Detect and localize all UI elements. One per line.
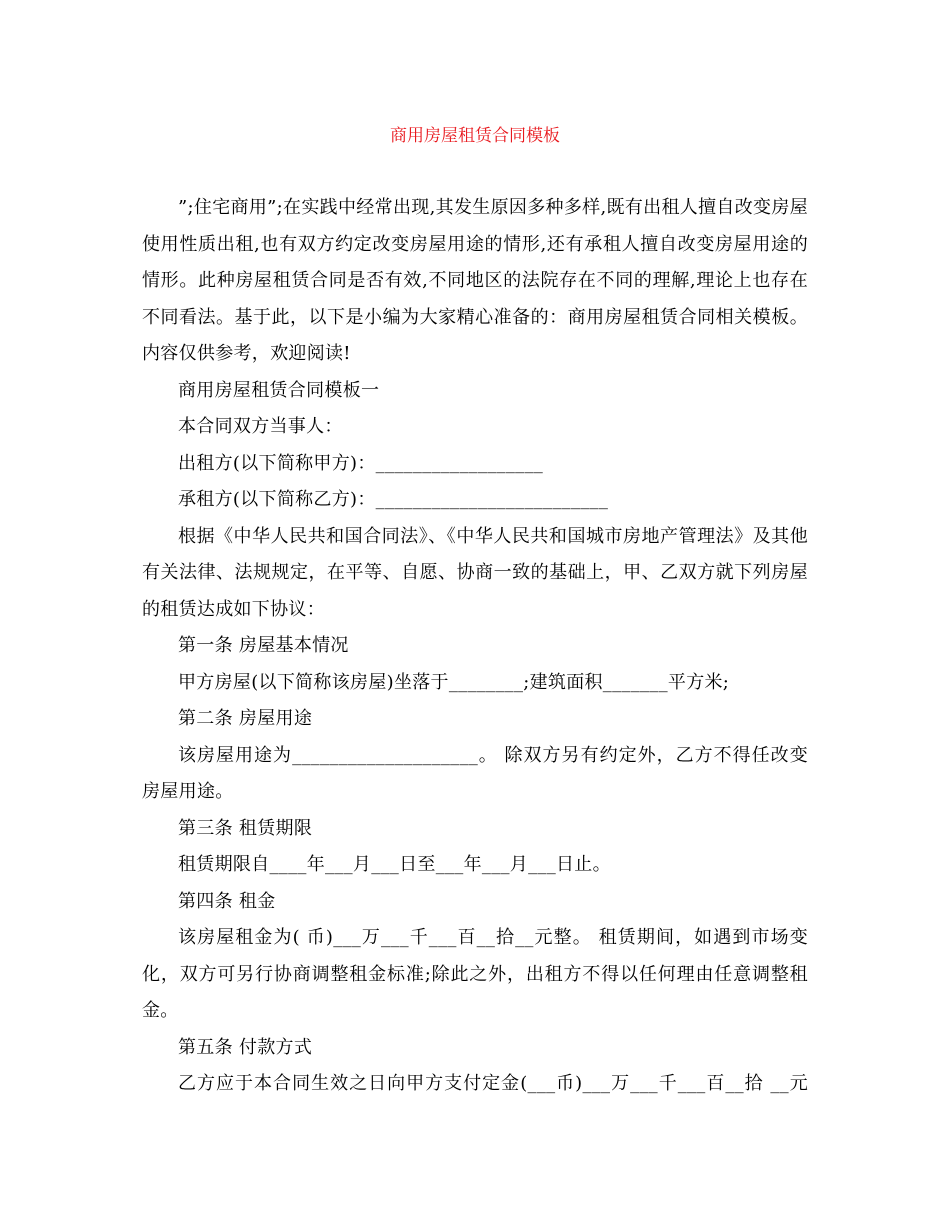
lessee-line: 承租方(以下简称乙方)：_________________________: [178, 489, 609, 510]
article-4-heading: 第四条 租金: [178, 890, 276, 912]
article-5-text: 乙方应于本合同生效之日向甲方支付定金(___币)___万___千___百__拾 __元: [178, 1073, 808, 1094]
article-1-text: 甲方房屋(以下简称该房屋)坐落于________;建筑面积_______平方米;: [178, 671, 730, 693]
template-heading: 商用房屋租赁合同模板一: [178, 379, 380, 401]
article-2-heading: 第二条 房屋用途: [178, 708, 313, 729]
article-4-text: 该房屋租金为( 币)___万___千___百__拾__元整。 租赁期间，如遇到市场变化，双方可另行协商调整租金标准;除此之外，出租方不得以任何理由任意调整租金。: [142, 927, 808, 1021]
article-2-text: 该房屋用途为____________________。 除双方另有约定外，乙方不得任改变房屋用途。: [142, 744, 808, 802]
document-title: 商用房屋租赁合同模板: [390, 126, 560, 146]
article-5-heading: 第五条 付款方式: [178, 1036, 313, 1058]
document-body: [142, 190, 808, 1103]
article-1-heading: 第一条 房屋基本情况: [178, 635, 349, 656]
article-3-text: 租赁期限自____年___月___日至___年___月___日止。: [178, 854, 611, 875]
intro-paragraph: ”;住宅商用”;在实践中经常出现,其发生原因多种多样,既有出租人擅自改变房屋使用性质出租,也有双方约定改变房屋用途的情形,还有承租人擅自改变房屋用途的情形。此种房屋租赁合同是否有效,不同地区的法院存在不同的理解,理论上也存在不同看法。基于此，以下是小编为大家精心准备的：商用房屋租赁合同相关模板。内容仅供参考，欢迎阅读!: [142, 197, 808, 364]
lessor-line: 出租方(以下简称甲方)：__________________: [178, 452, 544, 474]
legal-basis-paragraph: 根据《中华人民共和国合同法》、《中华人民共和国城市房地产管理法》及其他有关法律、法规规定，在平等、自愿、协商一致的基础上，甲、乙双方就下列房屋的租赁达成如下协议：: [142, 525, 808, 620]
article-3-heading: 第三条 租赁期限: [178, 817, 313, 839]
parties-label: 本合同双方当事人：: [178, 416, 343, 437]
